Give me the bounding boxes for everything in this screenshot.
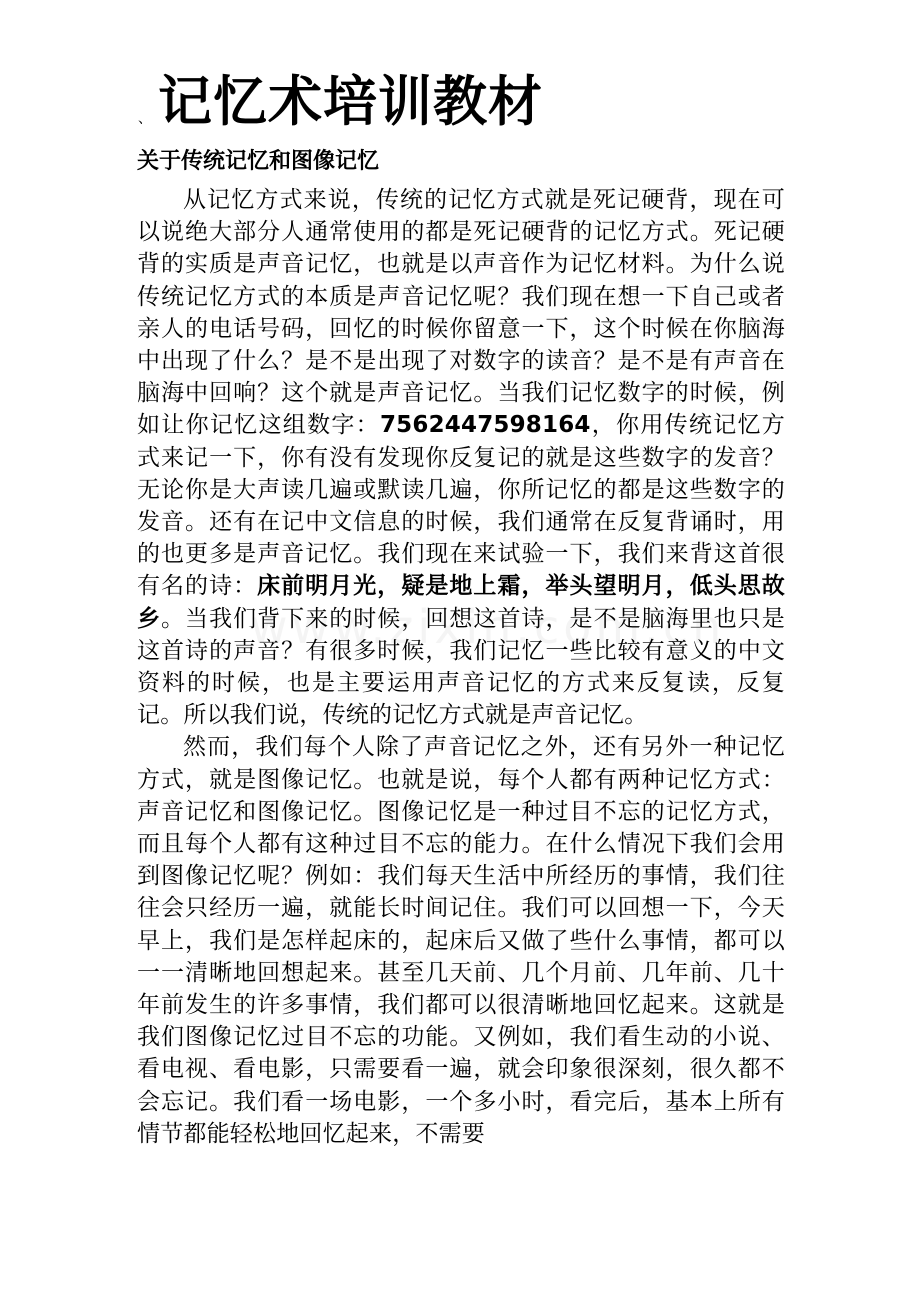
paragraph-1 (137, 184, 785, 731)
example-number: 7562447598164 (379, 412, 591, 439)
section-heading: 关于传统记忆和图像记忆 (137, 149, 380, 174)
title-row (138, 68, 543, 140)
paragraph-1-part-3: 。当我们背下来的时候，回想这首诗，是不是脑海里也只是这首诗的声音？有很多时候，我们记忆一些比较有意义的中文资料的时候，也是主要运用声音记忆的方式来反复读，反复记。所以我们说，传统的记忆方式就是声音记忆。 (137, 605, 785, 729)
document-body (137, 184, 785, 1150)
paragraph-1-part-2: ，你用传统记忆方式来记一下，你有没有发现你反复记的就是这些数字的发音？无论你是大声读几遍或默读几遍，你所记忆的都是这些数字的发音。还有在记中文信息的时候，我们通常在反复背诵时，用的也更多是声音记忆。我们现在来试验一下，我们来背这首很有名的诗： (137, 412, 785, 600)
page-title: 记忆术培训教材 (158, 69, 543, 133)
paragraph-2: 然而，我们每个人除了声音记忆之外，还有另外一种记忆方式，就是图像记忆。也就是说，每个人都有两种记忆方式：声音记忆和图像记忆。图像记忆是一种过目不忘的记忆方式，而且每个人都有这种过目不忘的能力。在什么情况下我们会用到图像记忆呢？例如：我们每天生活中所经历的事情，我们往往会只经历一遍，就能长时间记住。我们可以回想一下，今天早上，我们是怎样起床的，起床后又做了些什么事情，都可以一一清晰地回想起来。甚至几天前、几个月前、几年前、几十年前发生的许多事情，我们都可以很清晰地回忆起来。这就是我们图像记忆过目不忘的功能。又例如，我们看生动的小说、看电视、看电影，只需要看一遍，就会印象很深刻，很久都不会忘记。我们看一场电影，一个多小时，看完后，基本上所有情节都能轻松地回忆起来，不需要 (137, 734, 785, 1147)
poem-quote: 床前明月光，疑是地上霜，举头望明月，低头思故乡 (137, 573, 785, 632)
title-mark: 、 (138, 111, 152, 127)
paragraph-1-part-1: 从记忆方式来说，传统的记忆方式就是死记硬背，现在可以说绝大部分人通常使用的都是死记硬背的记忆方式。死记硬背的实质是声音记忆，也就是以声音作为记忆材料。为什么说传统记忆方式的本质是声音记忆呢？我们现在想一下自己或者亲人的电话号码，回忆的时候你留意一下，这个时候在你脑海中出现了什么？是不是出现了对数字的读音？是不是有声音在脑海中回响？这个就是声音记忆。当我们记忆数字的时候，例如让你记忆这组数字： (137, 187, 785, 439)
